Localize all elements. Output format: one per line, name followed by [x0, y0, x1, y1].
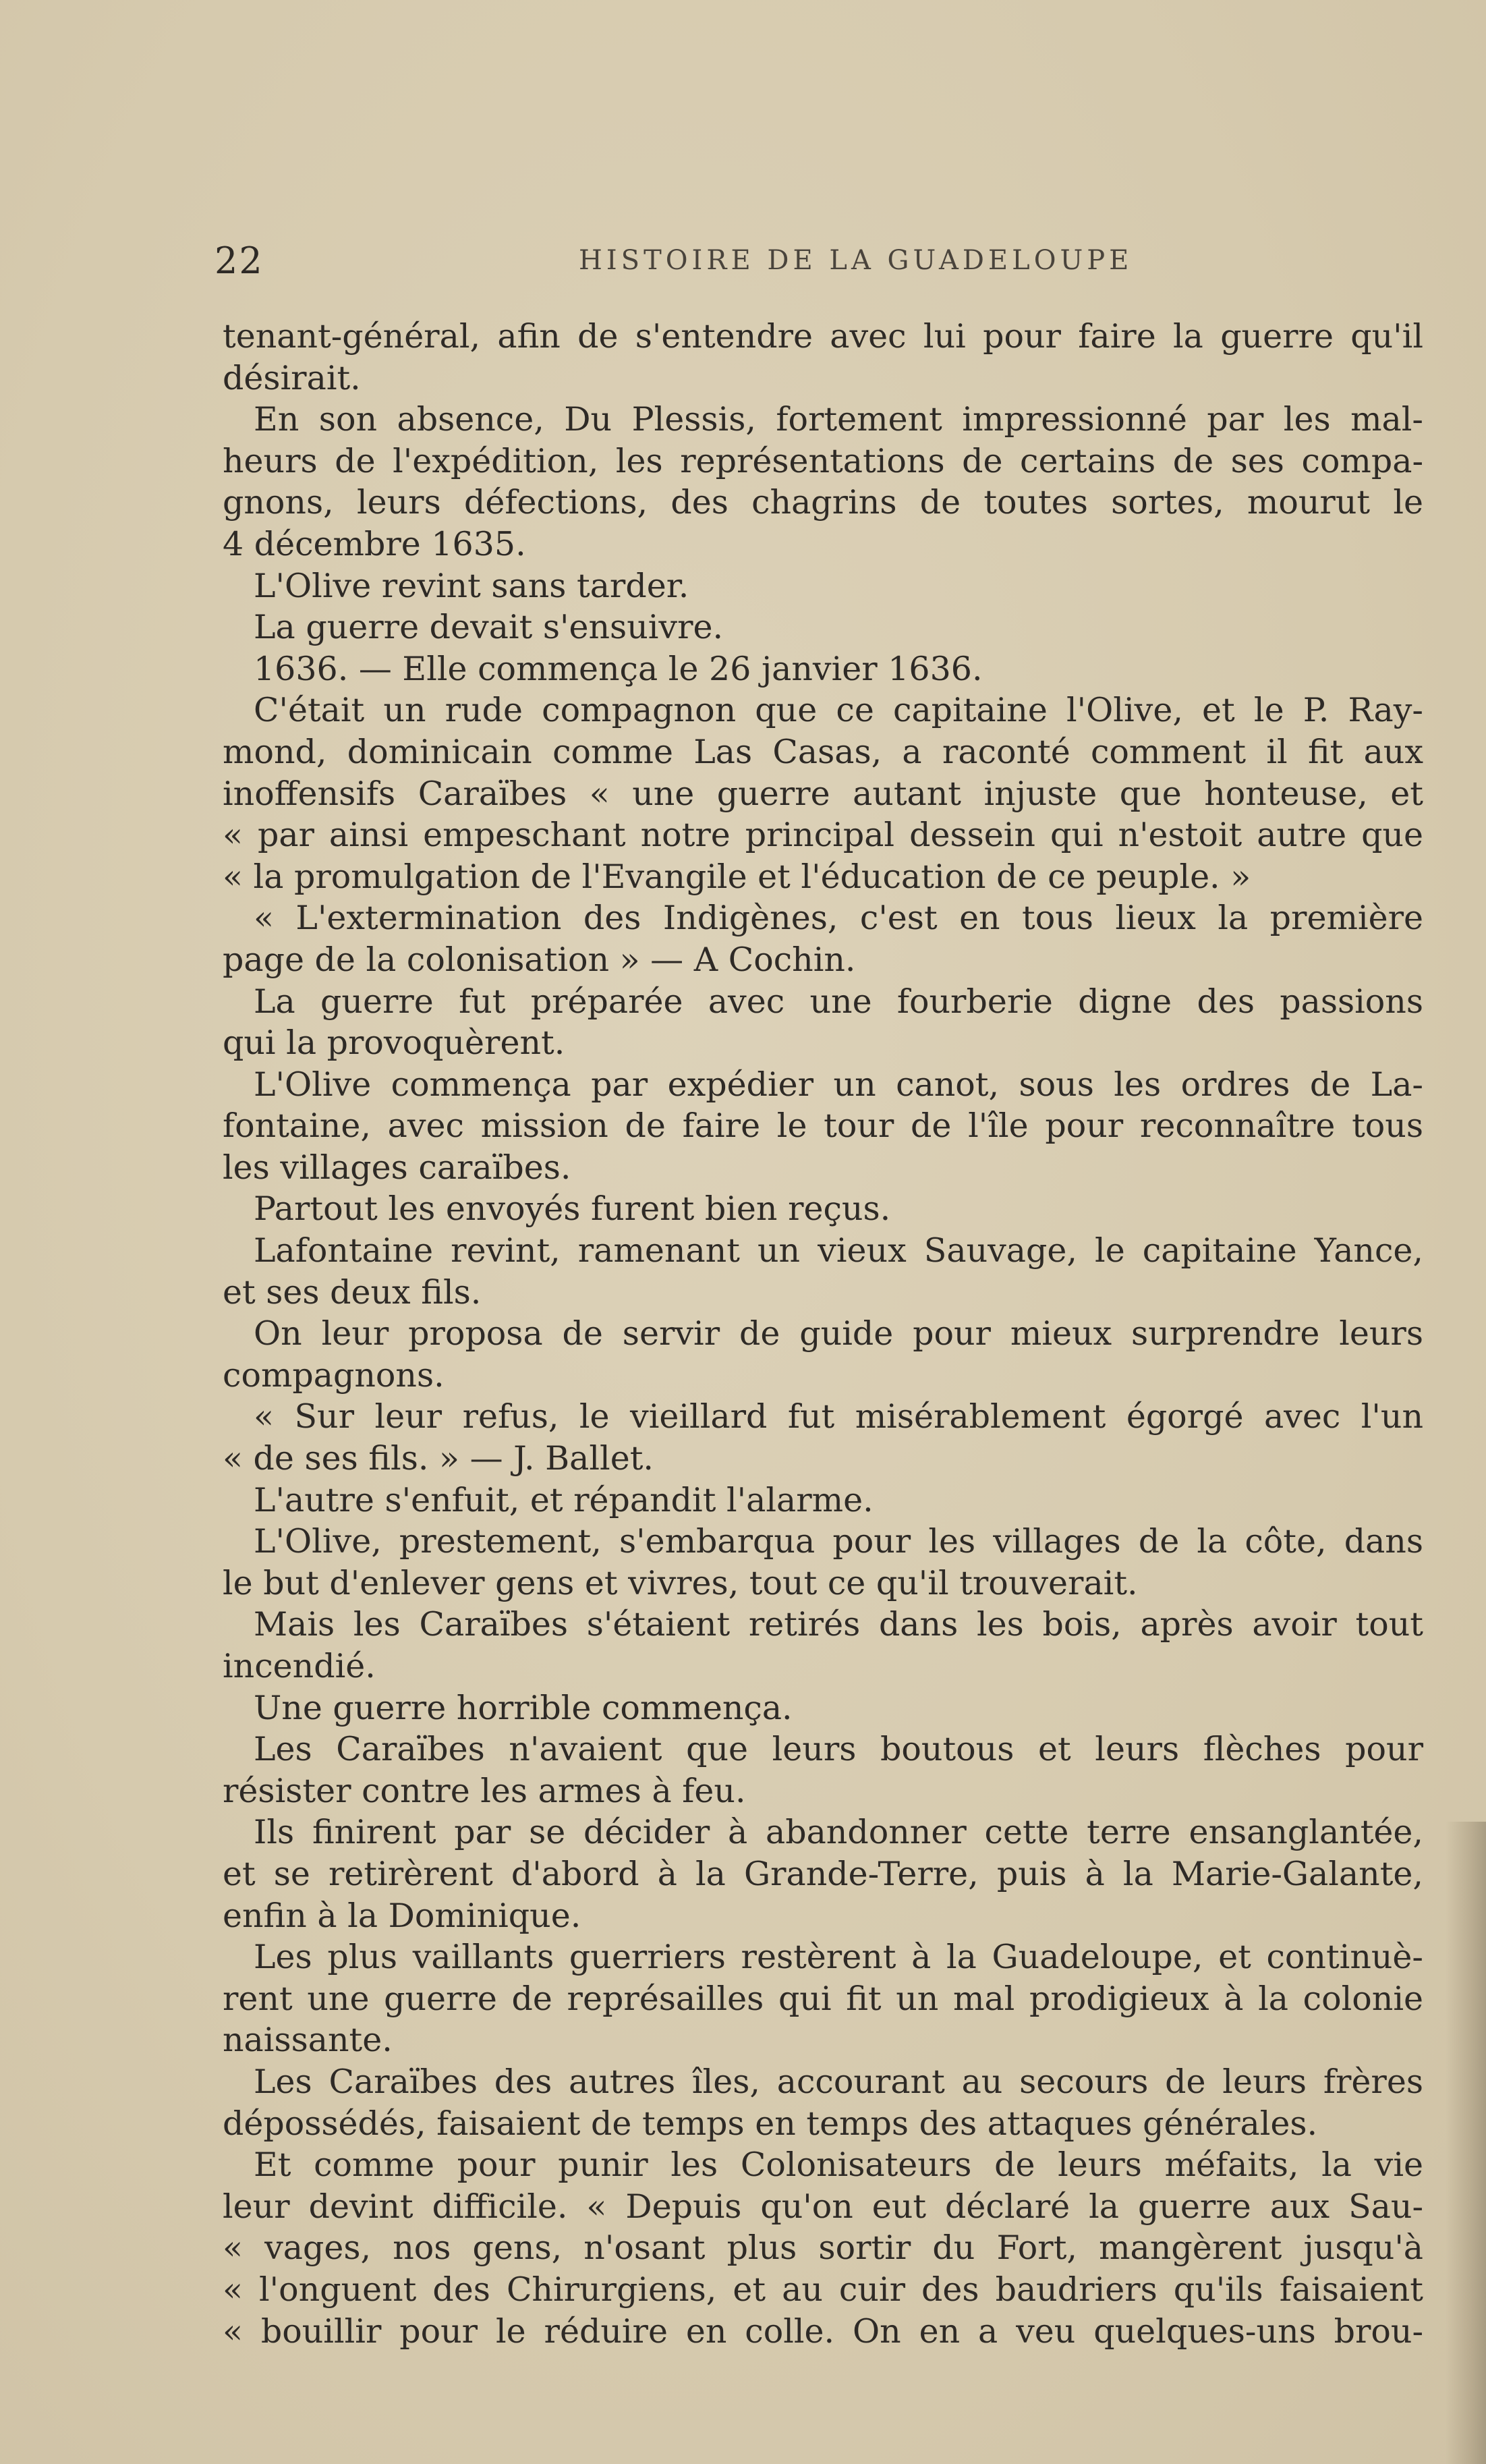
text-line: 1636. — Elle commença le 26 janvier 1636.	[254, 649, 983, 688]
text-line: fontaine, avec mission de faire le tour de l'île pour reconnaître tous	[223, 1107, 1423, 1146]
text-line: La guerre fut préparée avec une fourberie digne des passions	[254, 982, 1423, 1021]
text-line: gnons, leurs défections, des chagrins de toutes sortes, mourut le	[223, 483, 1423, 522]
text-line: La guerre devait s'ensuivre.	[254, 608, 724, 647]
text-line: dépossédés, faisaient de temps en temps des attaques générales.	[223, 2104, 1318, 2143]
text-line: Les Caraïbes n'avaient que leurs boutous et leurs flèches pour	[254, 1730, 1423, 1769]
text-line: Les Caraïbes des autres îles, accourant au secours de leurs frères	[254, 2062, 1423, 2101]
page-edge-shadow	[1446, 1822, 1486, 2464]
text-line: « de ses fils. » — J. Ballet.	[223, 1439, 654, 1478]
text-line: C'était un rude compagnon que ce capitaine l'Olive, et le P. Ray-	[254, 691, 1423, 730]
text-line: L'Olive, prestement, s'embarqua pour les villages de la côte, dans	[254, 1522, 1423, 1561]
text-line: inoffensifs Caraïbes « une guerre autant injuste que honteuse, et	[223, 774, 1423, 813]
text-line: Les plus vaillants guerriers restèrent à la Guadeloupe, et continuè-	[254, 1938, 1423, 1977]
body-text	[223, 316, 1423, 2352]
text-line: désirait.	[223, 358, 361, 397]
running-title: HISTOIRE DE LA GUADELOUPE	[579, 245, 1133, 276]
text-line: et ses deux fils.	[223, 1272, 482, 1312]
text-line: On leur proposa de servir de guide pour mieux surprendre leurs	[254, 1314, 1423, 1353]
text-line: « Sur leur refus, le vieillard fut misérablement égorgé avec l'un	[254, 1397, 1423, 1436]
text-line: Une guerre horrible commença.	[254, 1688, 793, 1727]
text-line: « la promulgation de l'Evangile et l'éducation de ce peuple. »	[223, 857, 1251, 896]
text-line: enfin à la Dominique.	[223, 1896, 581, 1935]
text-line: heurs de l'expédition, les représentations de certains de ses compa-	[223, 441, 1423, 480]
text-line: rent une guerre de représailles qui fit un mal prodigieux à la colonie	[223, 1979, 1423, 2018]
text-line: compagnons.	[223, 1355, 445, 1395]
text-line: le but d'enlever gens et vivres, tout ce qu'il trouverait.	[223, 1563, 1138, 1602]
text-line: L'autre s'enfuit, et répandit l'alarme.	[254, 1480, 874, 1519]
text-line: résister contre les armes à feu.	[223, 1771, 746, 1810]
page-header	[215, 240, 1422, 287]
text-line: naissante.	[223, 2021, 393, 2060]
text-line: qui la provoquèrent.	[223, 1024, 565, 1063]
text-line: « par ainsi empeschant notre principal dessein qui n'estoit autre que	[223, 816, 1423, 855]
text-line: tenant-général, afin de s'entendre avec lui pour faire la guerre qu'il	[223, 317, 1423, 356]
text-line: Mais les Caraïbes s'étaient retirés dans les bois, après avoir tout	[254, 1605, 1423, 1644]
text-line: Ils finirent par se décider à abandonner cette terre ensanglantée,	[254, 1813, 1423, 1852]
text-line: « bouillir pour le réduire en colle. On en a veu quelques-uns brou-	[223, 2312, 1423, 2351]
text-line: « L'extermination des Indigènes, c'est en tous lieux la première	[254, 899, 1423, 938]
text-line: Partout les envoyés furent bien reçus.	[254, 1189, 891, 1229]
text-line: « l'onguent des Chirurgiens, et au cuir des baudriers qu'ils faisaient	[223, 2270, 1423, 2309]
text-line: Lafontaine revint, ramenant un vieux Sauvage, le capitaine Yance,	[254, 1231, 1423, 1270]
text-line: mond, dominicain comme Las Casas, a raconté comment il fit aux	[223, 732, 1423, 771]
text-line: les villages caraïbes.	[223, 1148, 571, 1187]
text-line: leur devint difficile. « Depuis qu'on eut déclaré la guerre aux Sau-	[223, 2187, 1423, 2226]
text-line: page de la colonisation » — A Cochin.	[223, 940, 856, 979]
text-line: L'Olive commença par expédier un canot, sous les ordres de La-	[254, 1065, 1423, 1104]
text-line: et se retirèrent d'abord à la Grande-Terre, puis à la Marie-Galante,	[223, 1854, 1423, 1893]
page-number: 22	[215, 240, 264, 282]
text-line: En son absence, Du Plessis, fortement impressionné par les mal-	[254, 400, 1423, 439]
text-line: L'Olive revint sans tarder.	[254, 566, 689, 605]
text-line: incendié.	[223, 1647, 376, 1685]
text-line: « vages, nos gens, n'osant plus sortir du Fort, mangèrent jusqu'à	[223, 2229, 1423, 2268]
text-line: 4 décembre 1635.	[223, 524, 526, 563]
text-line: Et comme pour punir les Colonisateurs de leurs méfaits, la vie	[254, 2146, 1423, 2185]
